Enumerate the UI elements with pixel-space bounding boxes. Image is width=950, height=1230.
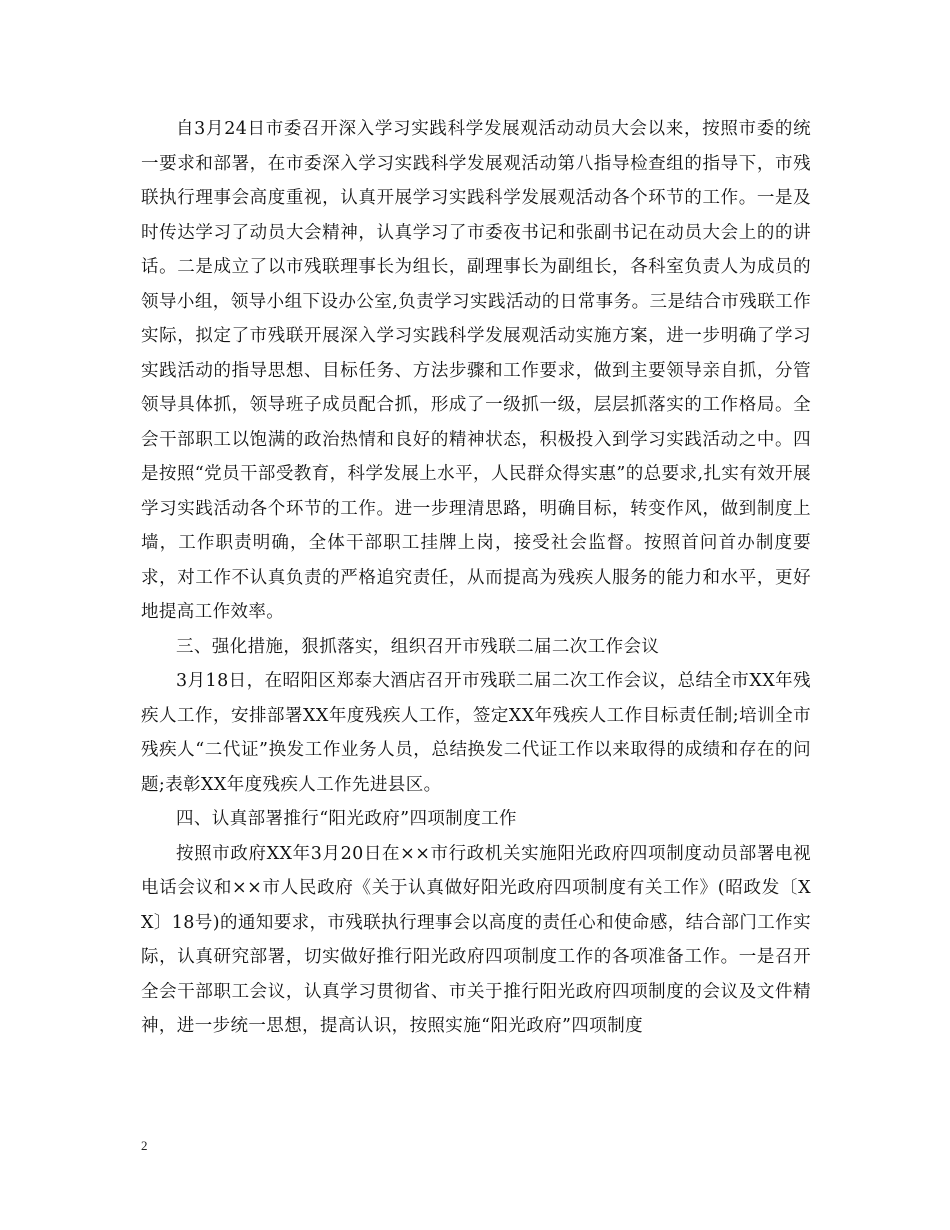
section-heading-four: 四、认真部署推行“阳光政府”四项制度工作 xyxy=(176,809,517,829)
paragraph-sunshine-government: 按照市政府XX年3月20日在××市行政机关实施阳光政府四项制度动员部署电视电话会议和××市人民政府《关于认真做好阳光政府四项制度有关工作》(昭政发〔XX〕18号)的通知要求，市残联执行理事会以高度的责任心和使命感，结合部门工作实际，认真研究部署，切实做好推行阳光政府四项制度工作的各项准备工作。一是召开全会干部职工会议，认真学习贯彻省、市关于推行阳光政府四项制度的会议及文件精神，进一步统一思想，提高认识，按照实施“阳光政府”四项制度 xyxy=(141,843,811,1036)
paragraph-activity-summary: 自3月24日市委召开深入学习实践科学发展观活动动员大会以来，按照市委的统一要求和部署，在市委深入学习实践科学发展观活动第八指导检查组的指导下，市残联执行理事会高度重视，认真开展学习实践科学发展观活动各个环节的工作。一是及时传达学习了动员大会精神，认真学习了市委夜书记和张副书记在动员大会上的的讲话。二是成立了以市残联理事长为组长，副理事长为副组长，各科室负责人为成员的领导小组，领导小组下设办公室,负责学习实践活动的日常事务。三是结合市残联工作实际，拟定了市残联开展深入学习实践科学发展观活动实施方案，进一步明确了学习实践活动的指导思想、目标任务、方法步骤和工作要求，做到主要领导亲自抓，分管领导具体抓，领导班子成员配合抓，形成了一级抓一级，层层抓落实的工作格局。全会干部职工以饱满的政治热情和良好的精神状态，积极投入到学习实践活动之中。四是按照“党员干部受教育，科学发展上水平，人民群众得实惠”的总要求,扎实有效开展学习实践活动各个环节的工作。进一步理清思路，明确目标，转变作风，做到制度上墙，工作职责明确，全体干部职工挂牌上岗，接受社会监督。按照首问首办制度要求，对工作不认真负责的严格追究责任，从而提高为残疾人服务的能力和水平，更好地提高工作效率。 xyxy=(141,119,811,622)
section-heading-three: 三、强化措施，狠抓落实，组织召开市残联二届二次工作会议 xyxy=(176,636,660,657)
document-body xyxy=(141,112,811,1044)
paragraph-work-meeting: 3月18日，在昭阳区郑泰大酒店召开市残联二届二次工作会议，总结全市XX年残疾人工作，安排部署XX年度残疾人工作，签定XX年残疾人工作目标责任制;培训全市残疾人“二代证”换发工作业务人员，总结换发二代证工作以来取得的成绩和存在的问题;表彰XX年度残疾人工作先进县区。 xyxy=(141,671,811,795)
page-number: 2 xyxy=(141,1138,148,1153)
